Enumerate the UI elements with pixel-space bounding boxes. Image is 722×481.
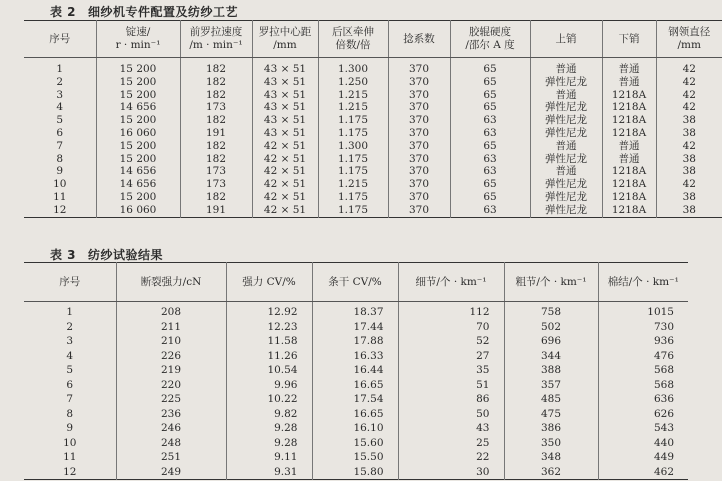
table2-cell: 38: [682, 126, 696, 139]
table2-cell: 42 × 51: [252, 153, 318, 166]
table3-cell: 12: [24, 465, 116, 480]
table2-cell: 1218A: [602, 165, 656, 178]
table2-cell: 14 656: [96, 165, 180, 178]
table2-cell: 1.215: [318, 89, 388, 102]
table2-cell: 1218A: [602, 191, 656, 204]
table2-cell: 弹性尼龙: [530, 101, 602, 114]
table2-cell: 173: [180, 165, 252, 178]
table3-cell: 9.11: [226, 450, 312, 465]
table2-row: [24, 165, 722, 178]
table2-cell: 15 200: [96, 114, 180, 127]
table2-cell: 43 × 51: [252, 76, 318, 89]
table2-cell: 1218A: [602, 101, 656, 114]
table2-header-cell: 胶辊硬度 /邵尔 A 度: [450, 21, 530, 58]
table2-row: [24, 76, 722, 89]
table3-row: [24, 334, 688, 349]
table3-cell: 4: [24, 349, 116, 364]
table3-cell: 440: [653, 436, 674, 449]
table2-caption-number: 表 2: [50, 5, 77, 19]
table3-cell: 17.44: [312, 320, 398, 335]
table3-cell: 502: [504, 320, 598, 335]
table2-cell: 普通: [530, 58, 602, 76]
table2-cell: 370: [388, 89, 450, 102]
table2-cell: 63: [450, 153, 530, 166]
table3-cell: 7: [24, 392, 116, 407]
table3-cell: 22: [398, 450, 504, 465]
table3-cell: 386: [504, 421, 598, 436]
table2-cell: 370: [388, 101, 450, 114]
table2-cell: 65: [450, 58, 530, 76]
table3-cell: 5: [24, 363, 116, 378]
table2-cell: 38: [682, 114, 696, 127]
table2-cell: 9: [24, 165, 96, 178]
table2-cell: 65: [450, 76, 530, 89]
table3-cell: 1: [24, 302, 116, 320]
table3-cell: 225: [116, 392, 226, 407]
table3-cell: 16.65: [312, 378, 398, 393]
table3-cell: 210: [116, 334, 226, 349]
table2-cell: 191: [180, 204, 252, 217]
table2-cell: 182: [180, 191, 252, 204]
table2-cell: 8: [24, 153, 96, 166]
table2-cell: 15 200: [96, 153, 180, 166]
table3-cell: 17.88: [312, 334, 398, 349]
table2-body: [24, 58, 722, 218]
table2-cell: 弹性尼龙: [530, 76, 602, 89]
table2-row: [24, 101, 722, 114]
table3-cell: 1015: [647, 306, 674, 318]
table3-cell: 15.80: [312, 465, 398, 480]
table2-row: [24, 140, 722, 153]
table2-cell: 370: [388, 76, 450, 89]
table3-cell: 52: [398, 334, 504, 349]
table2-cell: 15 200: [96, 76, 180, 89]
table3-header-cell: 条干 CV/%: [312, 263, 398, 302]
table2-cell: 42: [682, 101, 696, 114]
table3-cell: 9.96: [226, 378, 312, 393]
table3-cell: 388: [504, 363, 598, 378]
table2-header-cell: 前罗拉速度 /m · min⁻¹: [180, 21, 252, 58]
table3-row: [24, 450, 688, 465]
table2-cell: 弹性尼龙: [530, 191, 602, 204]
table2-cell: 370: [388, 165, 450, 178]
table3-cell: 86: [398, 392, 504, 407]
table3-cell: 43: [398, 421, 504, 436]
table2-cell: 43 × 51: [252, 114, 318, 127]
table3-caption: [50, 246, 163, 263]
table2-cell: 370: [388, 58, 450, 76]
table2-cell: 16 060: [96, 127, 180, 140]
table3-cell: 15.50: [312, 450, 398, 465]
table2-cell: 普通: [602, 153, 656, 166]
table2-cell: 38: [682, 165, 696, 178]
table3-cell: 568: [653, 378, 674, 391]
table2-header-cell: 后区牵伸 倍数/倍: [318, 21, 388, 58]
table3-cell: 11.58: [226, 334, 312, 349]
table2-caption-title: 细纱机专件配置及纺纱工艺: [88, 5, 239, 19]
table2-cell: 弹性尼龙: [530, 127, 602, 140]
table3-cell: 10.54: [226, 363, 312, 378]
table2-cell: 65: [450, 140, 530, 153]
table2-cell: 370: [388, 127, 450, 140]
table2-cell: 弹性尼龙: [530, 178, 602, 191]
table3-cell: 9.82: [226, 407, 312, 422]
table2-cell: 1.175: [318, 191, 388, 204]
table3-cell: 211: [116, 320, 226, 335]
table2-cell: 42 × 51: [252, 204, 318, 217]
table3-cell: 208: [116, 302, 226, 320]
table3-cell: 3: [24, 334, 116, 349]
table2-cell: 15 200: [96, 89, 180, 102]
table2-cell: 3: [24, 89, 96, 102]
table2-cell: 38: [682, 152, 696, 165]
table2-cell: 370: [388, 140, 450, 153]
table2-cell: 182: [180, 58, 252, 76]
table2-row: [24, 204, 722, 217]
table2-cell: 1218A: [602, 204, 656, 217]
table2-cell: 38: [682, 203, 696, 216]
table3-row: [24, 363, 688, 378]
table3-cell: 350: [504, 436, 598, 451]
table3-cell: 51: [398, 378, 504, 393]
table3-cell: 17.54: [312, 392, 398, 407]
table2-cell: 1.175: [318, 165, 388, 178]
table3-row: [24, 302, 688, 320]
table2-cell: 15 200: [96, 191, 180, 204]
table2-cell: 42: [682, 75, 696, 88]
table2-cell: 182: [180, 114, 252, 127]
table3-cell: 348: [504, 450, 598, 465]
table3-cell: 249: [116, 465, 226, 480]
table2-cell: 63: [450, 204, 530, 217]
table2-cell: 182: [180, 153, 252, 166]
table2-cell: 1.175: [318, 204, 388, 217]
table2-cell: 42 × 51: [252, 178, 318, 191]
table2-cell: 65: [450, 89, 530, 102]
table3-cell: 626: [653, 407, 674, 420]
table3-header-cell: 粗节/个 · km⁻¹: [504, 263, 598, 302]
table3-cell: 11.26: [226, 349, 312, 364]
table3-cell: 15.60: [312, 436, 398, 451]
table3-cell: 8: [24, 407, 116, 422]
table2-cell: 370: [388, 191, 450, 204]
table3-cell: 219: [116, 363, 226, 378]
table2-cell: 370: [388, 153, 450, 166]
table2-row: [24, 89, 722, 102]
table3-cell: 758: [504, 302, 598, 320]
table3-cell: 6: [24, 378, 116, 393]
table2-cell: 1.175: [318, 153, 388, 166]
table3-row: [24, 392, 688, 407]
table3-cell: 25: [398, 436, 504, 451]
table3-cell: 16.44: [312, 363, 398, 378]
table2-cell: 173: [180, 101, 252, 114]
table3-cell: 485: [504, 392, 598, 407]
table2-cell: 普通: [530, 165, 602, 178]
table3-row: [24, 349, 688, 364]
table3-row: [24, 320, 688, 335]
table2-cell: 10: [24, 178, 96, 191]
table2-cell: 182: [180, 140, 252, 153]
table2-cell: 普通: [602, 140, 656, 153]
table2-cell: 63: [450, 127, 530, 140]
table2-cell: 1218A: [602, 127, 656, 140]
table2-cell: 191: [180, 127, 252, 140]
table3-cell: 9: [24, 421, 116, 436]
table2-cell: 11: [24, 191, 96, 204]
table3-cell: 636: [653, 393, 674, 405]
table2-cell: 弹性尼龙: [530, 153, 602, 166]
table3-cell: 344: [504, 349, 598, 364]
table3-row: [24, 436, 688, 451]
table3-cell: 9.31: [226, 465, 312, 480]
table3-cell: 246: [116, 421, 226, 436]
table2-cell: 42: [682, 178, 696, 191]
table3-header-cell: 序号: [24, 263, 116, 302]
table3-cell: 35: [398, 363, 504, 378]
table3-cell: 251: [116, 450, 226, 465]
table2-cell: 4: [24, 101, 96, 114]
table2-cell: 43 × 51: [252, 101, 318, 114]
table3-cell: 16.33: [312, 349, 398, 364]
table3-cell: 936: [653, 335, 674, 347]
table2-cell: 42 × 51: [252, 140, 318, 153]
table2-cell: 6: [24, 127, 96, 140]
table2-row: [24, 58, 722, 76]
table2-cell: 15 200: [96, 58, 180, 76]
table2-header: [24, 21, 722, 58]
table3-cell: 16.10: [312, 421, 398, 436]
table2-cell: 173: [180, 178, 252, 191]
table2-header-cell: 锭速/ r · min⁻¹: [96, 21, 180, 58]
table2-cell: 43 × 51: [252, 127, 318, 140]
table2-cell: 182: [180, 76, 252, 89]
table3-caption-number: 表 3: [50, 248, 77, 262]
table2-cell: 182: [180, 89, 252, 102]
table2-cell: 弹性尼龙: [530, 204, 602, 217]
table3-cell: 30: [398, 465, 504, 480]
table2-cell: 1218A: [602, 89, 656, 102]
table2-cell: 7: [24, 140, 96, 153]
table2-cell: 63: [450, 114, 530, 127]
table2-header-cell: 上销: [530, 21, 602, 58]
table2-cell: 42 × 51: [252, 191, 318, 204]
table2-cell: 42: [682, 88, 696, 101]
table2-cell: 1.175: [318, 127, 388, 140]
table3-cell: 10: [24, 436, 116, 451]
table3-cell: 12.92: [226, 302, 312, 320]
table2-cell: 14 656: [96, 178, 180, 191]
table3-cell: 10.22: [226, 392, 312, 407]
table2-cell: 1.175: [318, 114, 388, 127]
table2-cell: 42: [682, 63, 696, 75]
table2-header-cell: 捻系数: [388, 21, 450, 58]
table2-cell: 38: [682, 190, 696, 203]
table3-header-cell: 强力 CV/%: [226, 263, 312, 302]
table2-cell: 1: [24, 58, 96, 76]
table2-header-cell: 下销: [602, 21, 656, 58]
table2-cell: 65: [450, 101, 530, 114]
table3-cell: 475: [504, 407, 598, 422]
table2-cell: 370: [388, 114, 450, 127]
table3-header: [24, 263, 688, 302]
table2-cell: 63: [450, 165, 530, 178]
table3-cell: 568: [653, 364, 674, 376]
table2-cell: 普通: [530, 89, 602, 102]
table2-cell: 42 × 51: [252, 165, 318, 178]
table3-caption-title: 纺纱试验结果: [88, 248, 164, 262]
table3-cell: 357: [504, 378, 598, 393]
table3-cell: 730: [653, 320, 674, 333]
table3-row: [24, 421, 688, 436]
table2-cell: 43 × 51: [252, 89, 318, 102]
table2-cell: 普通: [530, 140, 602, 153]
table3-cell: 543: [653, 422, 674, 434]
table2-row: [24, 114, 722, 127]
table3-cell: 462: [653, 465, 674, 478]
table3-cell: 362: [504, 465, 598, 480]
table3-row: [24, 378, 688, 393]
table2-cell: 65: [450, 191, 530, 204]
table2-cell: 65: [450, 178, 530, 191]
table3-header-cell: 断裂强力/cN: [116, 263, 226, 302]
table3: [24, 262, 688, 480]
table3-header-cell: 棉结/个 · km⁻¹: [598, 263, 688, 302]
table2-cell: 15 200: [96, 140, 180, 153]
table3-cell: 18.37: [312, 302, 398, 320]
table3-cell: 449: [653, 451, 674, 463]
table2-cell: 14 656: [96, 101, 180, 114]
table2-cell: 370: [388, 204, 450, 217]
table3-cell: 236: [116, 407, 226, 422]
table2-cell: 弹性尼龙: [530, 114, 602, 127]
table3-cell: 226: [116, 349, 226, 364]
table3-row: [24, 465, 688, 480]
table2-cell: 16 060: [96, 204, 180, 217]
table2-cell: 1.215: [318, 101, 388, 114]
table2-cell: 1.300: [318, 140, 388, 153]
table3-cell: 248: [116, 436, 226, 451]
table2: [24, 20, 722, 218]
table2-cell: 370: [388, 178, 450, 191]
table3-cell: 696: [504, 334, 598, 349]
table2-cell: 12: [24, 204, 96, 217]
table3-cell: 70: [398, 320, 504, 335]
table2-cell: 43 × 51: [252, 58, 318, 76]
table3-header-cell: 细节/个 · km⁻¹: [398, 263, 504, 302]
table2-caption: [50, 3, 238, 20]
table3-cell: 220: [116, 378, 226, 393]
table2-row: [24, 127, 722, 140]
table3-cell: 476: [653, 349, 674, 362]
table3-cell: 27: [398, 349, 504, 364]
table3-cell: 12.23: [226, 320, 312, 335]
table2-header-cell: 钢领直径 /mm: [656, 21, 722, 58]
table2-cell: 普通: [602, 76, 656, 89]
table2-cell: 42: [682, 139, 696, 152]
table2-row: [24, 191, 722, 204]
table2-cell: 1.215: [318, 178, 388, 191]
table2-cell: 1218A: [602, 178, 656, 191]
table3-cell: 9.28: [226, 421, 312, 436]
table3-cell: 112: [398, 302, 504, 320]
table2-cell: 1.250: [318, 76, 388, 89]
table2-cell: 1.300: [318, 58, 388, 76]
table2-row: [24, 153, 722, 166]
table2-cell: 2: [24, 76, 96, 89]
table3-row: [24, 407, 688, 422]
table2-cell: 5: [24, 114, 96, 127]
table2-cell: 普通: [602, 58, 656, 76]
table2-header-cell: 序号: [24, 21, 96, 58]
table3-cell: 2: [24, 320, 116, 335]
table2-header-cell: 罗拉中心距 /mm: [252, 21, 318, 58]
table2-row: [24, 178, 722, 191]
table3-cell: 11: [24, 450, 116, 465]
table2-cell: 1218A: [602, 114, 656, 127]
table3-cell: 16.65: [312, 407, 398, 422]
table3-body: [24, 302, 688, 480]
table3-cell: 9.28: [226, 436, 312, 451]
table3-cell: 50: [398, 407, 504, 422]
